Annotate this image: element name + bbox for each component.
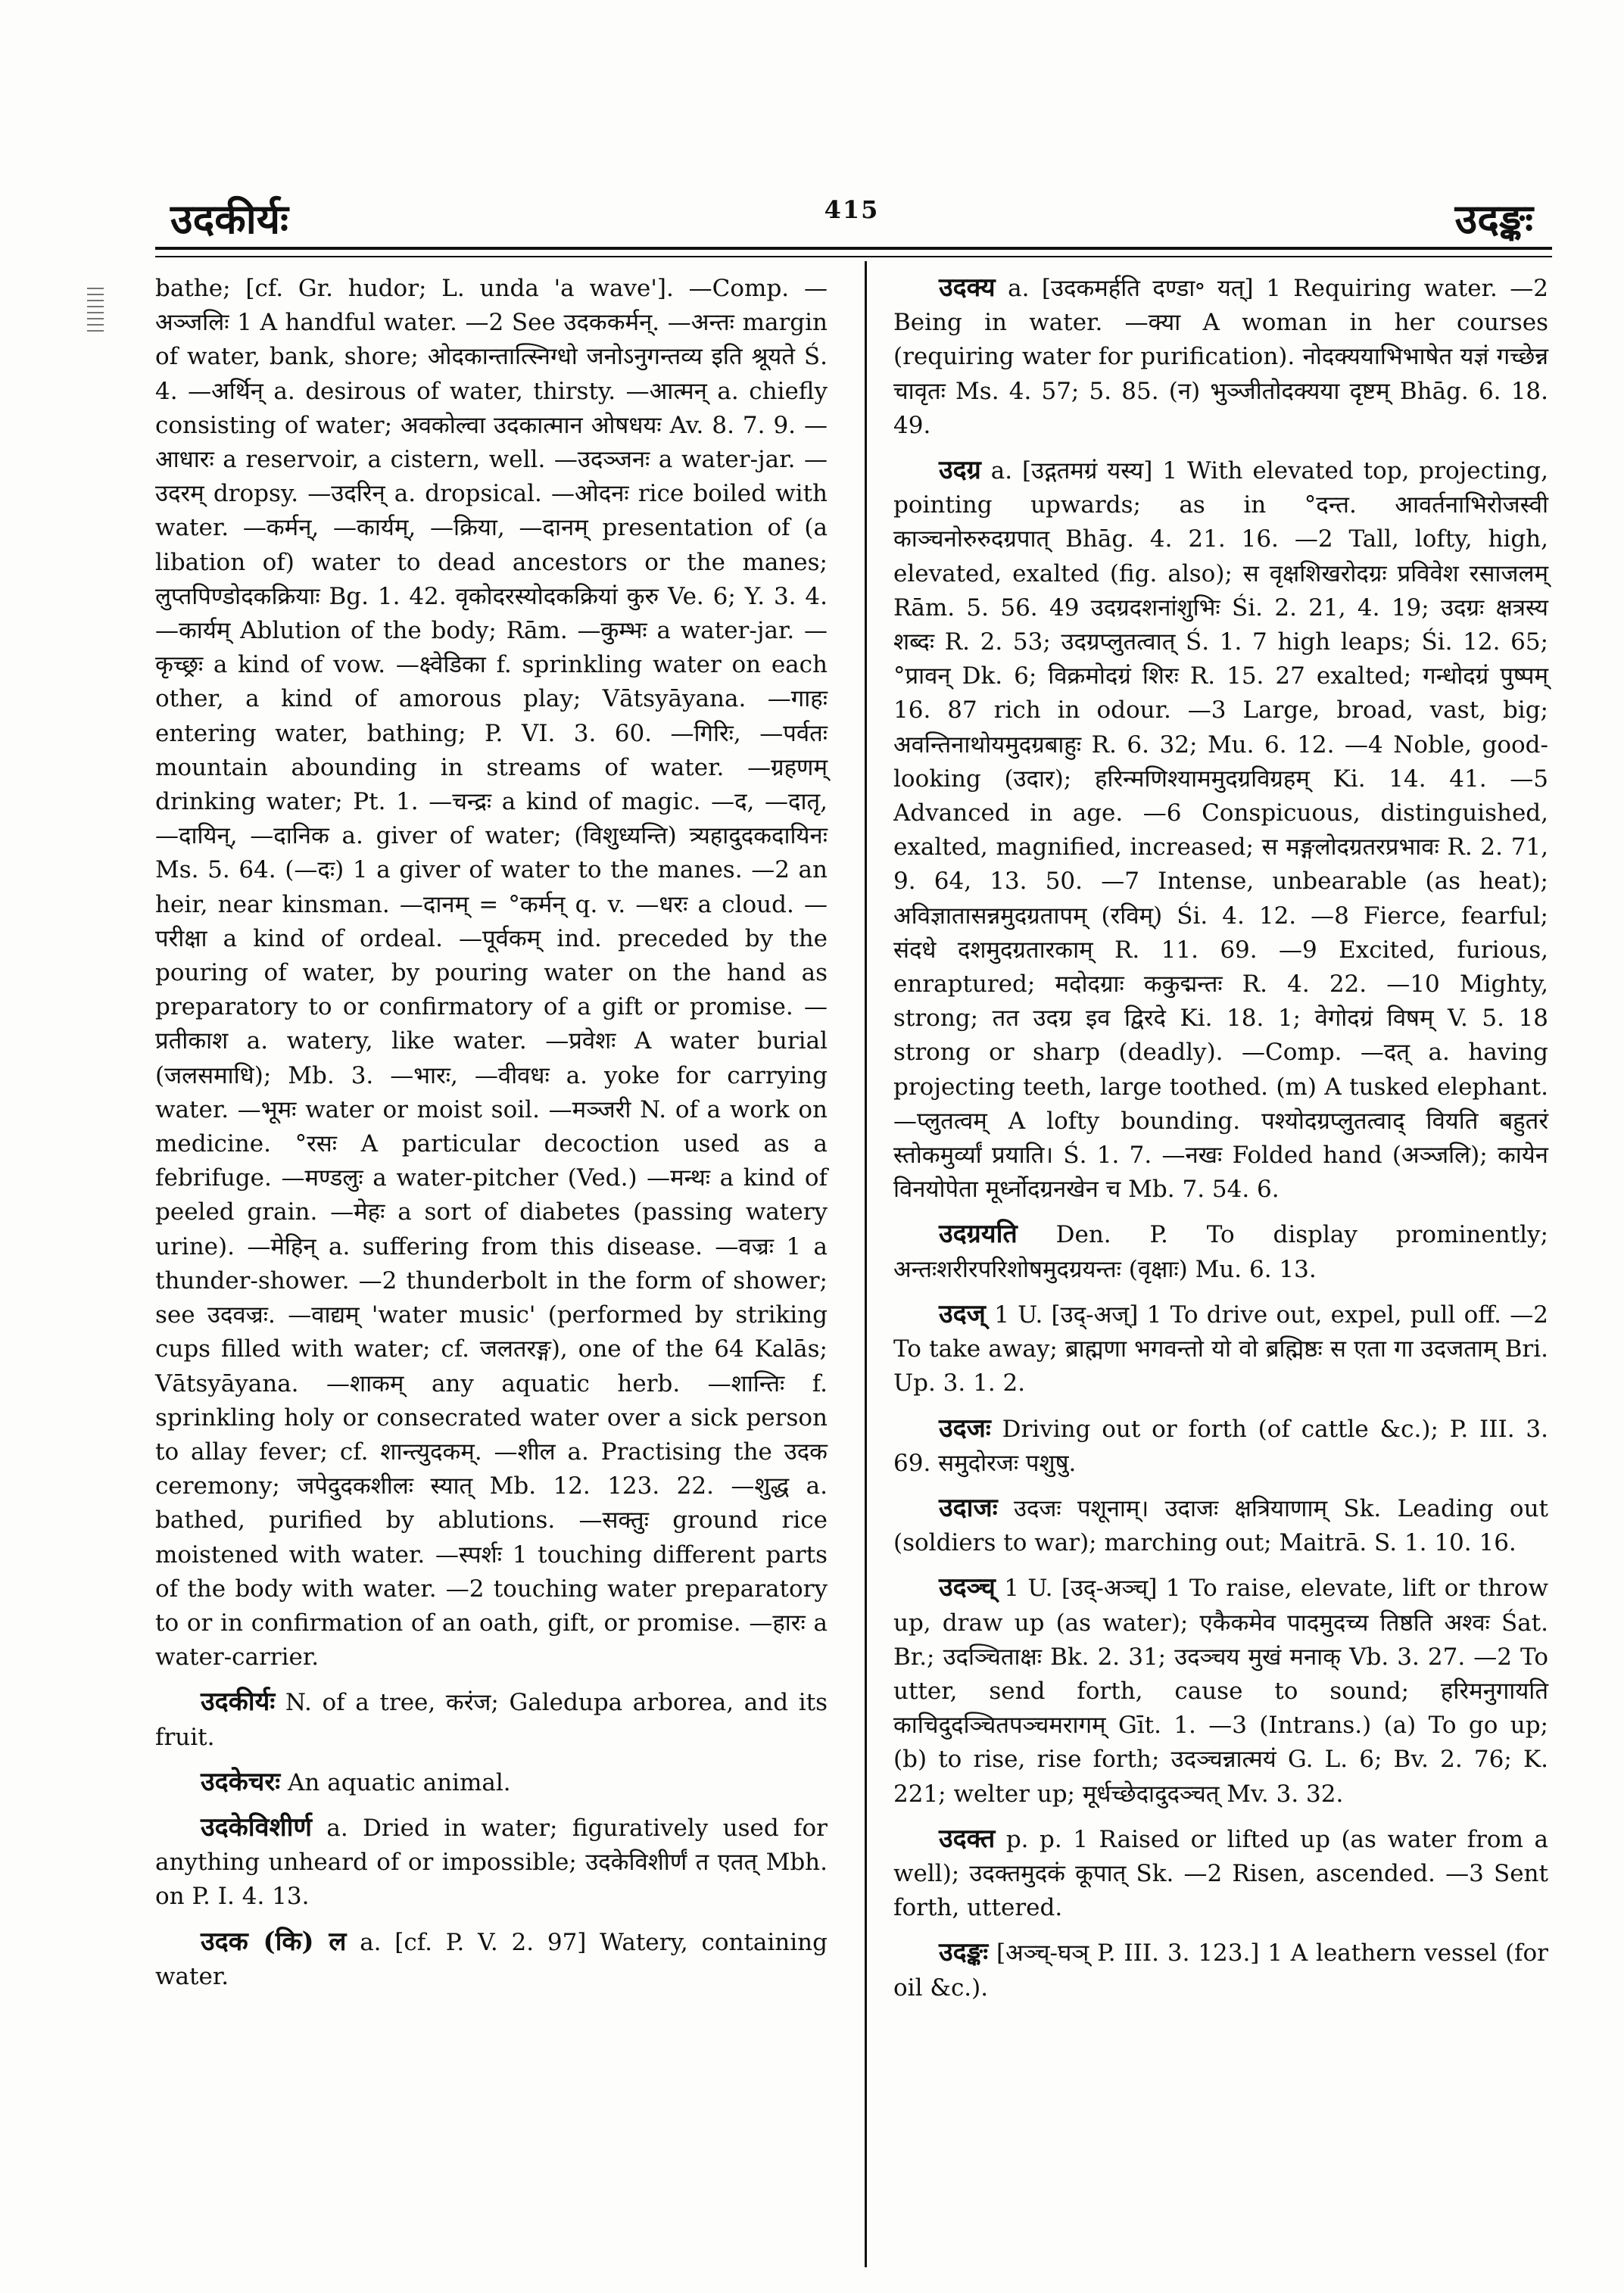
entry-text: 1 U. [उद्-अञ्च्] 1 To raise, elevate, lift or throw up, draw up (as water); एकैकमेव पादमुदच्य तिष्ठति अश्वः Śat. Br.; उदञ्चिताक्षः Bk. 2. 31; उदञ्चय मुखं मनाक् Vb. 3. 27. —2 To utter, send forth, cause to sound; हरिमनुगायति काचिदुदञ्चितपञ्चमरागम् Gīt. 1. —3 (Intrans.) (a) To go up; (b) to rise, rise forth; उदञ्चन्नात्मयं G. L. 6; Bv. 2. 76; K. 221; welter up; मूर्धच्छेदादुदञ्चत् Mv. 3. 32. xyxy=(893,1575,1549,1808)
entry-text: उदजः पशूनाम्। उदाजः क्षत्रियाणाम् Sk. Leading out (soldiers to war); marching out; Maitrā. S. 1. 10. 16. xyxy=(893,1494,1549,1557)
entry-headword: उदक्य xyxy=(939,273,996,303)
dictionary-entry xyxy=(893,271,1548,443)
dictionary-entry xyxy=(893,1491,1548,1560)
entry-headword: उदङ्कः xyxy=(939,1937,989,1968)
entry-headword: उदजः xyxy=(939,1413,991,1444)
entry-text: a. [cf. P. V. 2. 97] Watery, containing water. xyxy=(155,1928,828,1990)
entry-text: N. of a tree, करंज; Galedupa arborea, and its fruit. xyxy=(155,1689,828,1751)
entry-text: An aquatic animal. xyxy=(288,1768,511,1796)
entry-text: [अञ्च्-घञ् P. III. 3. 123.] 1 A leathern vessel (for oil &c.). xyxy=(893,1939,1549,2002)
entry-headword: उदकेचरः xyxy=(201,1766,281,1797)
column-divider xyxy=(865,261,867,2267)
dictionary-entry xyxy=(155,1925,828,1994)
left-column xyxy=(155,271,828,2005)
margin-mark xyxy=(87,288,104,336)
dictionary-entry xyxy=(155,271,828,1675)
entry-text: a. Dried in water; figuratively used for anything unheard of or impossible; उदकेविशीर्णं त एतत् Mbh. on P. I. 4. 13. xyxy=(155,1814,828,1911)
entry-headword: उदग्रयति xyxy=(939,1219,1018,1250)
dictionary-entry xyxy=(893,1822,1548,1926)
dictionary-entry xyxy=(893,1298,1548,1401)
entry-text: 1 U. [उद्-अज्] 1 To drive out, expel, pull off. —2 To take away; ब्राह्मणा भगवन्तो यो वो ब्रह्मिष्ठः स एता गा उदजताम् Bri. Up. 3. 1. 2. xyxy=(893,1301,1548,1397)
dictionary-entry xyxy=(893,1936,1548,2005)
dictionary-entry xyxy=(893,1217,1548,1286)
entry-headword: उदाजः xyxy=(939,1492,998,1523)
page-header xyxy=(170,189,1533,250)
entry-headword: उदकेविशीर्ण xyxy=(201,1812,313,1843)
entry-headword: उदक (कि) ल xyxy=(201,1926,347,1957)
entry-text: a. [उद्गतमग्रं यस्य] 1 With elevated top, projecting, pointing upwards; as in °दन्त. आवर्तनाभिरोजस्वी काञ्चनोरुरुदग्रपात् Bhāg. 4. 21. 16. —2 Tall, lofty, high, elevated, exalted (fig. also); स वृक्षशिखरोदग्रः प्रविवेश रसाजलम् Rām. 5. 56. 49 उदग्रदशनांशुभिः Śi. 2. 21, 4. 19; उदग्रः क्षत्रस्य शब्दः R. 2. 53; उदग्रप्लुतत्वात् Ś. 1. 7 high leaps; Śi. 12. 65; °प्रावन् Dk. 6; विक्रमोदग्रं शिरः R. 15. 27 exalted; गन्धोदग्रं पुष्पम् 16. 87 rich in odour. —3 Large, broad, vast, big; अवन्तिनाथोयमुदग्रबाहुः R. 6. 32; Mu. 6. 12. —4 Noble, good-looking (उदार); हरिन्मणिश्याममुदग्रविग्रहम् Ki. 14. 41. —5 Advanced in age. —6 Conspicuous, distinguished, exalted, magnified, increased; स मङ्गलोदग्रतरप्रभावः R. 2. 71, 9. 64, 13. 50. —7 Intense, unbearable (as heat); अविज्ञातासन्नमुदग्रतापम् (रविम्) Śi. 4. 12. —8 Fierce, fearful; संदधे दशमुदग्रतारकाम् R. 11. 69. —9 Excited, furious, enraptured; मदोदग्राः ककुद्मन्तः R. 4. 22. —10 Mighty, strong; तत उदग्र इव द्विरदे Ki. 18. 1; वेगोदग्रं विषम् V. 5. 18 strong or sharp (deadly). —Comp. —दत् a. having projecting teeth, large toothed. (m) A tusked elephant. —प्लुतत्वम् A lofty bounding. पश्योदग्रप्लुतत्वाद् वियति बहुतरं स्तोकमुर्व्यां प्रयाति। Ś. 1. 7. —नखः Folded hand (अञ्जलि); कायेन विनयोपेता मूर्ध्नोदग्रनखेन च Mb. 7. 54. 6. xyxy=(893,457,1548,1204)
entry-text: a. [उदकमर्हति दण्डा॰ यत्] 1 Requiring water. —2 Being in water. —क्या A woman in her courses (requiring water for purification). नोदक्ययाभिभाषेत यज्ञं गच्छेन्न चावृतः Ms. 4. 57; 5. 85. (न) भुञ्जीतोदक्यया दृष्टम् Bhāg. 6. 18. 49. xyxy=(893,275,1548,439)
header-rule-thin xyxy=(155,256,1552,257)
dictionary-entry xyxy=(155,1811,828,1914)
dictionary-entry xyxy=(155,1765,828,1800)
header-rule-thick xyxy=(155,247,1552,250)
entry-text: bathe; [cf. Gr. hudor; L. unda 'a wave']. —Comp. —अञ्जलिः 1 A handful water. —2 See उदककर्मन्. —अन्तः margin of water, bank, shore; ओदकान्तात्स्निग्धो जनोऽनुगन्तव्य इति श्रूयते Ś. 4. —अर्थिन् a. desirous of water, thirsty. —आत्मन् a. chiefly consisting of water; अवकोल्वा उदकात्मान ओषधयः Av. 8. 7. 9. —आधारः a reservoir, a cistern, well. —उदञ्जनः a water-jar. —उदरम् dropsy. —उदरिन् a. dropsical. —ओदनः rice boiled with water. —कर्मन्, —कार्यम्, —क्रिया, —दानम् presentation of (a libation of) water to dead ancestors or the manes; लुप्तपिण्डोदकक्रियाः Bg. 1. 42. वृकोदरस्योदकक्रियां कुरु Ve. 6; Y. 3. 4. —कार्यम् Ablution of the body; Rām. —कुम्भः a water-jar. —कृच्छ्रः a kind of vow. —क्ष्वेडिका f. sprinkling water on each other, a kind of amorous play; Vātsyāyana. —गाहः entering water, bathing; P. VI. 3. 60. —गिरिः, —पर्वतः mountain abounding in streams of water. —ग्रहणम् drinking water; Pt. 1. —चन्द्रः a kind of magic. —द, —दातृ, —दायिन्, —दानिक a. giver of water; (विशुध्यन्ति) त्र्यहादुदकदायिनः Ms. 5. 64. (—दः) 1 a giver of water to the manes. —2 an heir, near kinsman. —दानम् = °कर्मन् q. v. —धरः a cloud. —परीक्षा a kind of ordeal. —पूर्वकम् ind. preceded by the pouring of water, by pouring water on the hand as preparatory to or confirmatory of a gift or promise. —प्रतीकाश a. watery, like water. —प्रवेशः A water burial (जलसमाधि); Mb. 3. —भारः, —वीवधः a. yoke for carrying water. —भूमः water or moist soil. —मञ्जरी N. of a work on medicine. °रसः A particular decoction used as a febrifuge. —मण्डलुः a water-pitcher (Ved.) —मन्थः a kind of peeled grain. —मेहः a sort of diabetes (passing watery urine). —मेहिन् a. suffering from this disease. —वज्रः 1 a thunder-shower. —2 thunderbolt in the form of shower; see उदवज्रः. —वाद्यम् 'water music' (performed by striking cups filled with water; cf. जलतरङ्ग), one of the 64 Kalās; Vātsyāyana. —शाकम् any aquatic herb. —शान्तिः f. sprinkling holy or consecrated water over a sick person to allay fever; cf. शान्त्युदकम्. —शील a. Practising the उदक ceremony; जपेदुदकशीलः स्यात् Mb. 12. 123. 22. —शुद्ध a. bathed, purified by ablutions. —सक्तुः ground rice moistened with water. —स्पर्शः 1 touching different parts of the body with water. —2 touching water preparatory to or in confirmation of an oath, gift, or promise. —हारः a water-carrier. xyxy=(155,275,828,1671)
entry-headword: उदज् xyxy=(939,1298,986,1329)
entry-headword: उदग्र xyxy=(939,455,981,486)
dictionary-entry xyxy=(893,453,1548,1207)
page-number: 415 xyxy=(824,195,880,224)
entry-headword: उदकीर्यः xyxy=(201,1687,276,1718)
entry-text: p. p. 1 Raised or lifted up (as water from a well); उदक्तमुदकं कूपात् Sk. —2 Risen, ascended. —3 Sent forth, uttered. xyxy=(893,1825,1548,1922)
running-head-right: उदङ्कः xyxy=(1454,195,1533,243)
entry-text: Den. P. To display prominently; अन्तःशरीरपरिशोषमुदग्रयन्तः (वृक्षाः) Mu. 6. 13. xyxy=(893,1221,1549,1283)
entry-headword: उदञ्च् xyxy=(939,1572,996,1603)
dictionary-entry xyxy=(155,1685,828,1754)
entry-text: Driving out or forth (of cattle &c.); P. III. 3. 69. समुदोरजः पशुषु. xyxy=(893,1415,1548,1477)
entry-headword: उदक्त xyxy=(939,1823,996,1854)
right-column xyxy=(893,271,1548,2016)
dictionary-entry xyxy=(893,1571,1548,1811)
dictionary-entry xyxy=(893,1412,1548,1481)
running-head-left: उदकीर्यः xyxy=(170,195,288,243)
